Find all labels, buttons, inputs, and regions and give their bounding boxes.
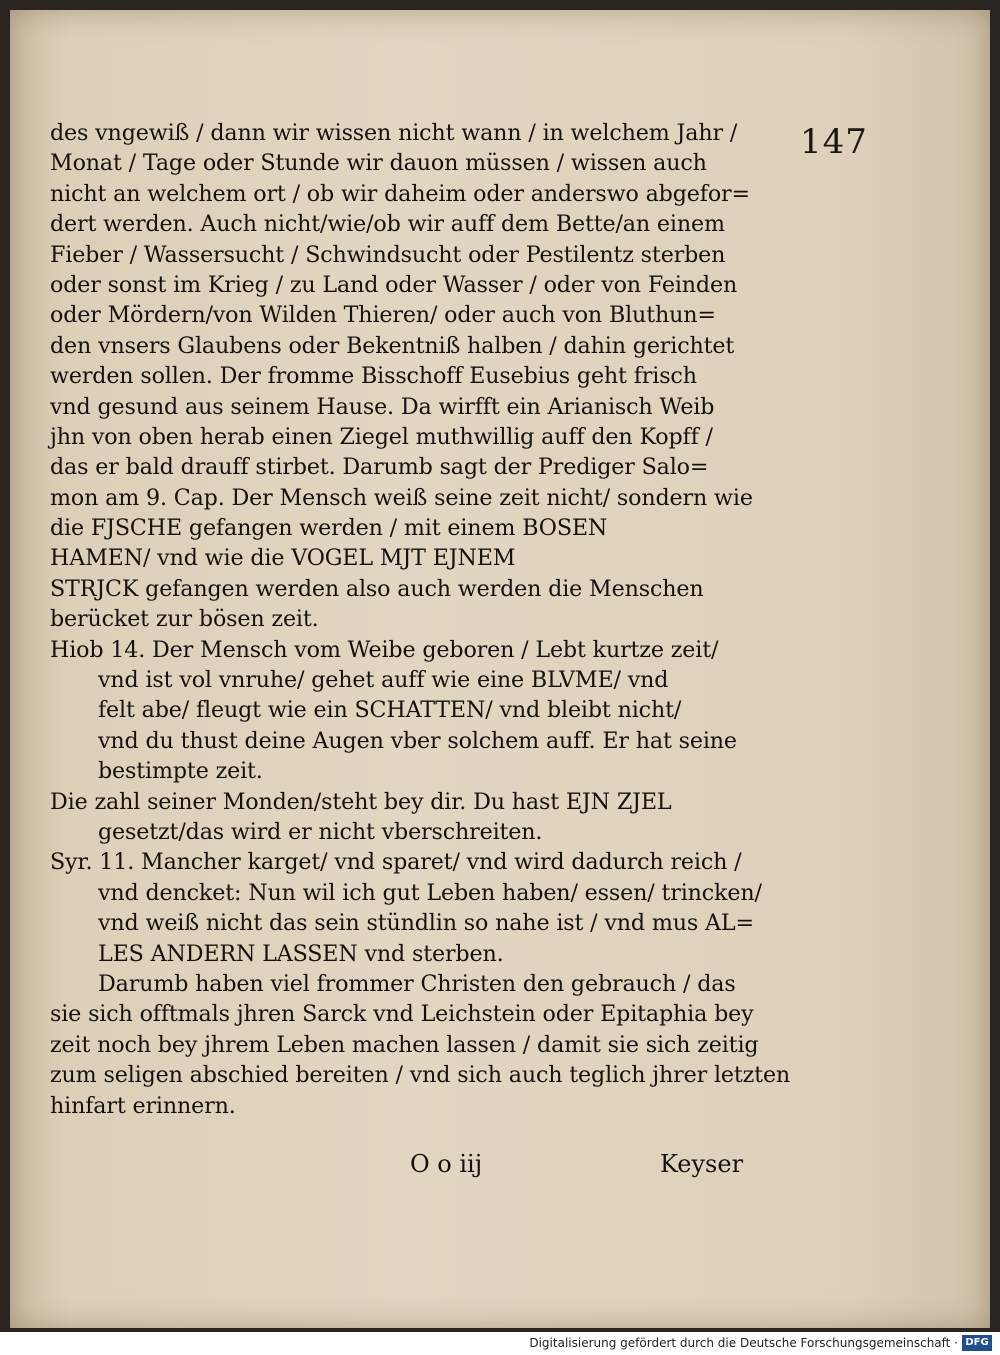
page-footer (50, 1150, 750, 1184)
closing-line: Darumb haben viel frommer Christen den gebrauch / das (98, 970, 736, 997)
credit-bar (0, 1332, 1000, 1355)
quote-line-syr: Syr. 11. Mancher karget/ vnd sparet/ vnd wird dadurch reich / (50, 849, 742, 876)
text-line: Monat / Tage oder Stunde wir dauon müssen / wissen auch (50, 150, 707, 177)
quote-line-zahl: gesetzt/das wird er nicht vberschreiten. (98, 818, 543, 845)
book-page (10, 10, 990, 1328)
text-line: das er bald drauff stirbet. Darumb sagt der Prediger Salo= (50, 454, 709, 481)
quote-line-syr: vnd weiß nicht das sein stündlin so nahe ist / vnd mus AL= (98, 910, 754, 937)
text-line: Fieber / Wassersucht / Schwindsucht oder Pestilentz sterben (50, 241, 726, 268)
text-line: die FJSCHE gefangen werden / mit einem BOSEN (50, 515, 608, 542)
closing-line: zeit noch bey jhrem Leben machen lassen / damit sie sich zeitig (50, 1031, 759, 1058)
quote-line-hiob: felt abe/ fleugt wie ein SCHATTEN/ vnd bleibt nicht/ (98, 697, 682, 724)
text-line: oder Mördern/von Wilden Thieren/ oder auch von Bluthun= (50, 302, 716, 329)
text-line: HAMEN/ vnd wie die VOGEL MJT EJNEM (50, 545, 516, 572)
quote-line-zahl: Die zahl seiner Monden/steht bey dir. Du hast EJN ZJEL (50, 788, 672, 815)
quote-line-hiob: vnd ist vol vnruhe/ gehet auff wie eine BLVME/ vnd (98, 667, 669, 694)
page-number: 147 (800, 122, 868, 162)
text-line: vnd gesund aus seinem Hause. Da wirfft ein Arianisch Weib (50, 393, 715, 420)
quote-line-hiob: vnd du thust deine Augen vber solchem auff. Er hat seine (98, 727, 737, 754)
quote-line-syr: LES ANDERN LASSEN vnd sterben. (98, 940, 504, 967)
dfg-logo-icon: DFG (962, 1335, 992, 1351)
text-line: den vnsers Glaubens oder Bekentniß halben / dahin gerichtet (50, 332, 735, 359)
quote-line-hiob: Hiob 14. Der Mensch vom Weibe geboren / Lebt kurtze zeit/ (50, 636, 719, 663)
credit-text: Digitalisierung gefördert durch die Deutsche Forschungsgemeinschaft · (529, 1336, 958, 1350)
text-line: des vngewiß / dann wir wissen nicht wann / in welchem Jahr / (50, 120, 738, 146)
text-line: jhn von oben herab einen Ziegel muthwillig auff den Kopff / (50, 423, 713, 450)
text-line: oder sonst im Krieg / zu Land oder Wasser / oder von Feinden (50, 271, 738, 298)
catchword: Keyser (660, 1150, 744, 1178)
text-line: STRJCK gefangen werden also auch werden die Menschen (50, 575, 704, 602)
text-line: nicht an welchem ort / ob wir daheim oder anderswo abgefor= (50, 180, 750, 207)
signature-mark: O o iij (410, 1150, 483, 1178)
text-line: dert werden. Auch nicht/wie/ob wir auff dem Bette/an einem (50, 211, 725, 238)
body-text (50, 118, 791, 1121)
text-line: werden sollen. Der fromme Bisschoff Eusebius geht frisch (50, 363, 697, 390)
quote-line-syr: vnd dencket: Nun wil ich gut Leben haben/ essen/ trincken/ (98, 879, 762, 906)
closing-line: hinfart erinnern. (50, 1092, 236, 1119)
text-line: mon am 9. Cap. Der Mensch weiß seine zeit nicht/ sondern wie (50, 484, 753, 511)
closing-line: sie sich offtmals jhren Sarck vnd Leichstein oder Epitaphia bey (50, 1001, 754, 1028)
closing-line: zum seligen abschied bereiten / vnd sich auch teglich jhrer letzten (50, 1062, 791, 1089)
text-line: berücket zur bösen zeit. (50, 606, 319, 633)
quote-line-hiob: bestimpte zeit. (98, 758, 263, 785)
